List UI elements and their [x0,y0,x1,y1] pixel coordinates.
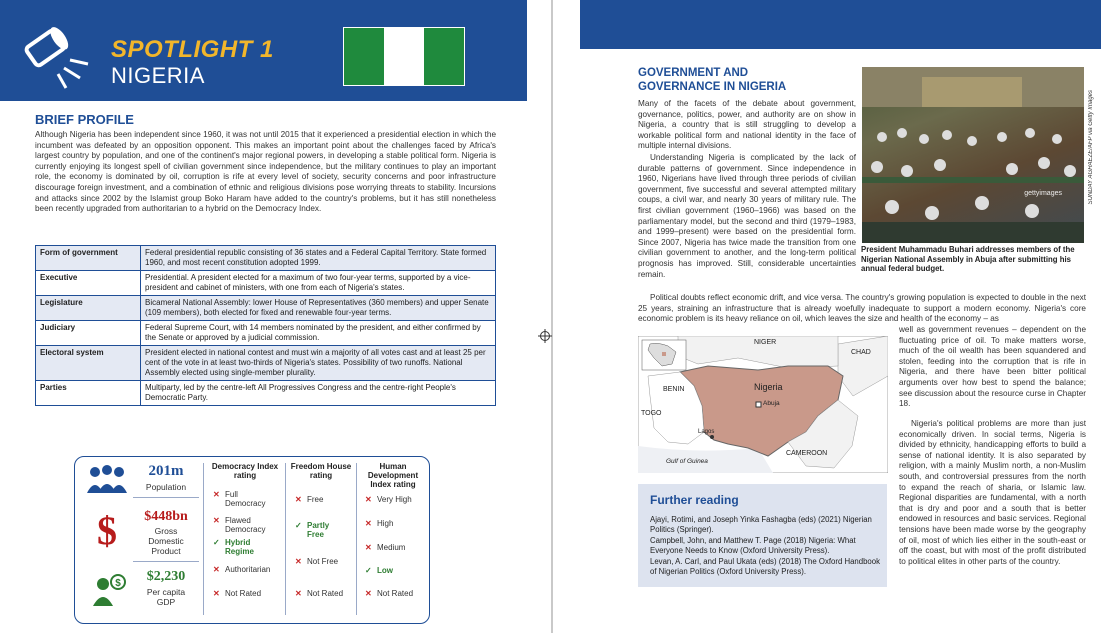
population-icon [83,465,131,495]
rating-flawed-democracy: ✕ Flawed Democracy [213,516,266,534]
photo-caption: President Muhammadu Buhari addresses members of the Nigerian National Assembly in Abuja after submitting his annual federal budget. [861,245,1075,273]
map-label-gulf: Gulf of Guinea [666,458,708,465]
table-row [36,381,496,406]
further-reading-box [638,484,887,587]
population-value: 201m [148,463,184,479]
government-paragraph-2: Understanding Nigeria is complicated by the lack of durable patterns of government. Since independence in 1960, Nigerians have lived through three periods of civilian government, five successful and several attempted military coups, a civil war, and nearly 30 years of military rule. The first civilian government (1960–1966) was based on the parliamentary model, but the second and third (1979–1983, and 1999–present) were based on the presidential form. Since 2007, Nigeria has twice made the transition from one civilian government to another, and the long-term political prognosis has improved. Still, considerable uncertainties remain. [638,153,856,279]
government-heading-line1: GOVERNMENT AND [638,67,749,79]
spotlight-icon [20,16,92,90]
rating-low: ✓ Low [365,566,393,575]
government-paragraph-4: well as government revenues – dependent on the fluctuating price of oil. To make matters worse, much of the oil wealth has been squandered and stolen, feeding into the corruption that is rife in Nigeria, and there have been bitter political arguments over how best to spend the balance; see discussion about the resource curse in Chapter 18. [899,325,1086,409]
gdp-per-capita-label: Per capita GDP [146,587,186,607]
government-heading [638,66,786,94]
map-label-cameroon: CAMEROON [786,450,828,457]
brief-profile-text: Although Nigeria has been independent since 1960, it was not until 2015 that it experienced a presidential election in which the incumbent was defeated by an opposition opponent. This makes an important point about the challenges faced by Africa's largest country by population, and one of the continent's major regional powers, in developing a stable political form. Nigeria is currently enjoying its longest spell of civilian government since independence, but the military continues to play an important role, the economy is dominated by oil, corruption is rife at every level of society, security concerns and poor infrastructure discourage foreign investment, and a combination of ethnic and religious divisions pose worrying threats to stability. Incursions and attacks since 2002 by the Islamist group Boko Haram have added to the country's problems, but it has still nonetheless been recently upgraded from authoritarian to a hybrid on the Democracy Index. [35,130,496,214]
row-label: Legislature [36,296,141,321]
dollar-icon: $ [97,508,117,553]
table-row [36,271,496,296]
map-label-nigeria: Nigeria [754,382,783,392]
rating-very-high: ✕ Very High [365,495,412,504]
table-row [36,246,496,271]
row-value: President elected in national contest and must win a majority of all votes cast and at least 25 per cent of the vote in at least two-thirds of Nigeria's states. Possibility of two runoffs. National Assembly elected using single-member plurality. [141,346,496,381]
row-value: Multiparty, led by the centre-left All Progressives Congress and the centre-right People's Democratic Party. [141,381,496,406]
row-label: Form of government [36,246,141,271]
map-label-abuja: Abuja [763,400,780,407]
profile-table [35,245,496,406]
map-label-lagos: Lagos [698,429,715,435]
spotlight-country: NIGERIA [111,63,205,88]
brief-profile-heading: BRIEF PROFILE [35,112,134,127]
row-label: Electoral system [36,346,141,381]
row-value: Bicameral National Assembly: lower House of Representatives (360 members) and upper Senate (109 members), both elected for fixed and renewable four-year terms. [141,296,496,321]
spotlight-label: SPOTLIGHT 1 [111,36,274,63]
government-heading-line2: GOVERNANCE IN NIGERIA [638,81,787,93]
right-header-bar [580,0,1101,49]
rating-hybrid-regime: ✓ Hybrid Regime [213,538,254,556]
rating-high: ✕ High [365,519,394,528]
table-row [36,296,496,321]
rating-full-democracy: ✕ Full Democracy [213,490,266,508]
further-reading-item: Campbell, John, and Matthew T. Page (2018) Nigeria: What Everyone Needs to Know (Oxford University Press). [650,536,856,555]
government-paragraph-3: Political doubts reflect economic drift, and vice versa. The country's growing population is expected to double in the next 25 years, straining an infrastructure that is already woefully inadequate to support a modern economy. Nigeria's core economic problem is its heavy reliance on oil, which leaves the size and health of the economy – as [638,293,1086,324]
rating-partly-free: ✓ Partly Free [295,521,330,539]
row-label: Executive [36,271,141,296]
photo-watermark: gettyimages [1024,190,1062,197]
row-value: Federal Supreme Court, with 14 members nominated by the president, and either confirmed by the Senate or approved by a judicial commission. [141,321,496,346]
row-value: Federal presidential republic consisting of 36 states and a Federal Capital Territory. State formed 1960, and most recent constitution adopted 1999. [141,246,496,271]
rating-not-free: ✕ Not Free [295,557,339,566]
map-label-chad: CHAD [851,349,871,356]
further-reading-item: Ajayi, Rotimi, and Joseph Yinka Fashagba (eds) (2021) Nigerian Politics (Springer). [650,515,872,534]
democracy-column-heading: Democracy Index rating [211,462,279,480]
rating-not-rated: ✕ Not Rated [213,589,262,598]
gdp-label: Gross Domestic Product [148,526,184,556]
government-paragraph-5: Nigeria's political problems are more than just economically driven. In social terms, Nigeria is divided by ethnicity, handicapping efforts to build a sense of national identity. It is also separated by religion, with a mainly Muslim north, a non-Muslim south, and controversial pressures from the north to expand the reach of sharia, or Islamic law. Regional disparities are fundamental, with a north that is dry and poor and a south that is better endowed in resources and basic services. Regional tensions have been made worse by the geography of oil, most of which lies either in the south-east or off the coast, but with most of the profit distributed to political elites in other parts of the country. [899,419,1086,566]
government-paragraph-1: Many of the facets of the debate about government, governance, politics, power, and authority are on show in Nigeria, a country that is still struggling to develop a workable political form and national identity in the face of multiple internal divisions. [638,99,856,151]
rating-medium: ✕ Medium [365,543,406,552]
further-reading-title: Further reading [650,493,739,507]
rating-authoritarian: ✕ Authoritarian [213,565,271,574]
gdp-per-capita-value: $2,230 [146,569,186,584]
map-label-togo: TOGO [641,410,662,417]
map-label-niger: NIGER [754,339,777,346]
population-label: Population [145,482,187,492]
nigeria-map [638,336,888,473]
right-page [553,0,1101,633]
further-reading-item: Levan, A. Carl, and Paul Ukata (eds) (2018) The Oxford Handbook of Nigerian Politics (Oxford University Press). [650,557,880,576]
key-statistics-box [74,456,430,624]
per-capita-icon [91,572,127,608]
nigeria-flag [343,27,465,86]
rating-not-rated: ✕ Not Rated [365,589,414,598]
table-row [36,346,496,381]
assembly-photo [862,67,1084,243]
row-label: Judiciary [36,321,141,346]
svg-text:$: $ [115,578,121,589]
freedom-column-heading: Freedom House rating [290,462,352,480]
row-value: Presidential. A president elected for a maximum of two four-year terms, supported by a vice-president and cabinet of ministers, with one from each of Nigeria's states. [141,271,496,296]
table-row [36,321,496,346]
hdi-column-heading: Human Development Index rating [367,462,419,489]
row-label: Parties [36,381,141,406]
photo-credit: SUNDAY AGHAEZE/AFP via Getty Images [1088,90,1094,205]
rating-free: ✕ Free [295,495,324,504]
map-label-benin: BENIN [663,386,685,393]
rating-not-rated: ✕ Not Rated [295,589,344,598]
gdp-value: $448bn [144,509,188,524]
